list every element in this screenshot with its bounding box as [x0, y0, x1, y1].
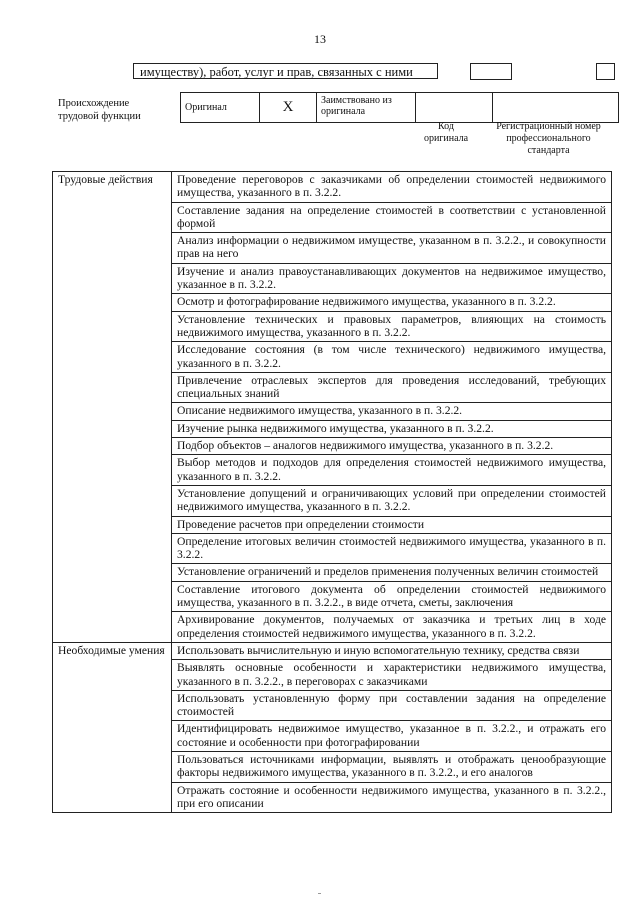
- borrowed-line2: оригинала: [321, 106, 366, 117]
- row-text: Составление итогового документа об определении стоимостей недвижимого имущества, указанного в п. 3.2.2., в виде отчета, сметы, заключения: [172, 581, 612, 612]
- row-text: Осмотр и фотографирование недвижимого имущества, указанного в п. 3.2.2.: [172, 294, 612, 311]
- functions-table: [52, 171, 612, 813]
- row-text: Пользоваться источниками информации, выявлять и отображать ценообразующие факторы недвижимого имущества, указанного в п. 3.2.2., и его аналогов: [172, 751, 612, 782]
- row-text: Идентифицировать недвижимое имущество, указанное в п. 3.2.2., и отражать его состояние и особенности при фотографировании: [172, 721, 612, 752]
- function-name-box: имуществу), работ, услуг и прав, связанных с ними: [133, 63, 438, 79]
- row-text: Использовать вычислительную и иную вспомогательную технику, средства связи: [172, 642, 612, 659]
- registration-caption-line2: профессионального: [506, 133, 591, 144]
- original-mark: X: [260, 93, 317, 123]
- borrowed-cell: [317, 93, 416, 123]
- row-text: Изучение и анализ правоустанавливающих документов на недвижимое имущество, указанное в п. 3.2.2.: [172, 263, 612, 294]
- original-code-cell: [416, 93, 493, 123]
- row-text: Изучение рынка недвижимого имущества, указанного в п. 3.2.2.: [172, 420, 612, 437]
- row-text: Составление задания на определение стоимостей в соответствии с установленной формой: [172, 202, 612, 233]
- row-text: Подбор объектов – аналогов недвижимого имущества, указанного в п. 3.2.2.: [172, 438, 612, 455]
- row-text: Архивирование документов, получаемых от заказчика и третьих лиц в ходе определения стоимостей недвижимого имущества, указанного в п. 3.2.2.: [172, 612, 612, 643]
- origin-label-line2: трудовой функции: [58, 111, 141, 122]
- row-text: Выявлять основные особенности и характеристики недвижимого имущества, указанного в п. 3.2.2., в переговорах с заказчиками: [172, 660, 612, 691]
- registration-caption-line3: стандарта: [527, 145, 570, 156]
- row-text: Проведение расчетов при определении стоимости: [172, 516, 612, 533]
- borrowed-line1: Заимствовано из: [321, 95, 392, 106]
- page-footer-mark: [318, 893, 321, 894]
- level-box: [596, 63, 615, 80]
- row-text: Использовать установленную форму при составлении задания на определение стоимостей: [172, 690, 612, 721]
- table-row: [53, 642, 612, 659]
- code-caption: [411, 121, 481, 145]
- table-row: [53, 172, 612, 203]
- page-number: 13: [314, 32, 326, 46]
- row-text: Отражать состояние и особенности недвижимого имущества, указанного в п. 3.2.2., при его описании: [172, 782, 612, 813]
- registration-number-cell: [493, 93, 619, 123]
- row-text: Установление допущений и ограничивающих условий при определении стоимостей недвижимого имущества, указанного в п. 3.2.2.: [172, 485, 612, 516]
- origin-table: [180, 92, 619, 123]
- code-box: [470, 63, 512, 80]
- row-text: Выбор методов и подходов для определения стоимостей недвижимого имущества, указанного в п. 3.2.2.: [172, 455, 612, 486]
- code-caption-line1: Код: [438, 121, 454, 132]
- registration-caption: [486, 121, 611, 157]
- row-text: Установление технических и правовых параметров, влияющих на стоимость недвижимого имущества, указанного в п. 3.2.2.: [172, 311, 612, 342]
- row-text: Анализ информации о недвижимом имуществе, указанном в п. 3.2.2., и совокупности прав на него: [172, 233, 612, 264]
- registration-caption-line1: Регистрационный номер: [496, 121, 601, 132]
- section-title: Трудовые действия: [53, 172, 172, 643]
- row-text: Привлечение отраслевых экспертов для проведения исследований, требующих специальных знаний: [172, 372, 612, 403]
- row-text: Проведение переговоров с заказчиками об определении стоимостей недвижимого имущества, указанного в п. 3.2.2.: [172, 172, 612, 203]
- origin-label: [58, 97, 141, 123]
- row-text: Установление ограничений и пределов применения полученных величин стоимостей: [172, 564, 612, 581]
- code-caption-line2: оригинала: [423, 133, 469, 144]
- origin-label-line1: Происхождение: [58, 98, 130, 109]
- section-title: Необходимые умения: [53, 642, 172, 812]
- original-cell: Оригинал: [181, 93, 260, 123]
- row-text: Исследование состояния (в том числе технического) недвижимого имущества, указанного в п. 3.2.2.: [172, 342, 612, 373]
- row-text: Определение итоговых величин стоимостей недвижимого имущества, указанного в п. 3.2.2.: [172, 533, 612, 564]
- row-text: Описание недвижимого имущества, указанного в п. 3.2.2.: [172, 403, 612, 420]
